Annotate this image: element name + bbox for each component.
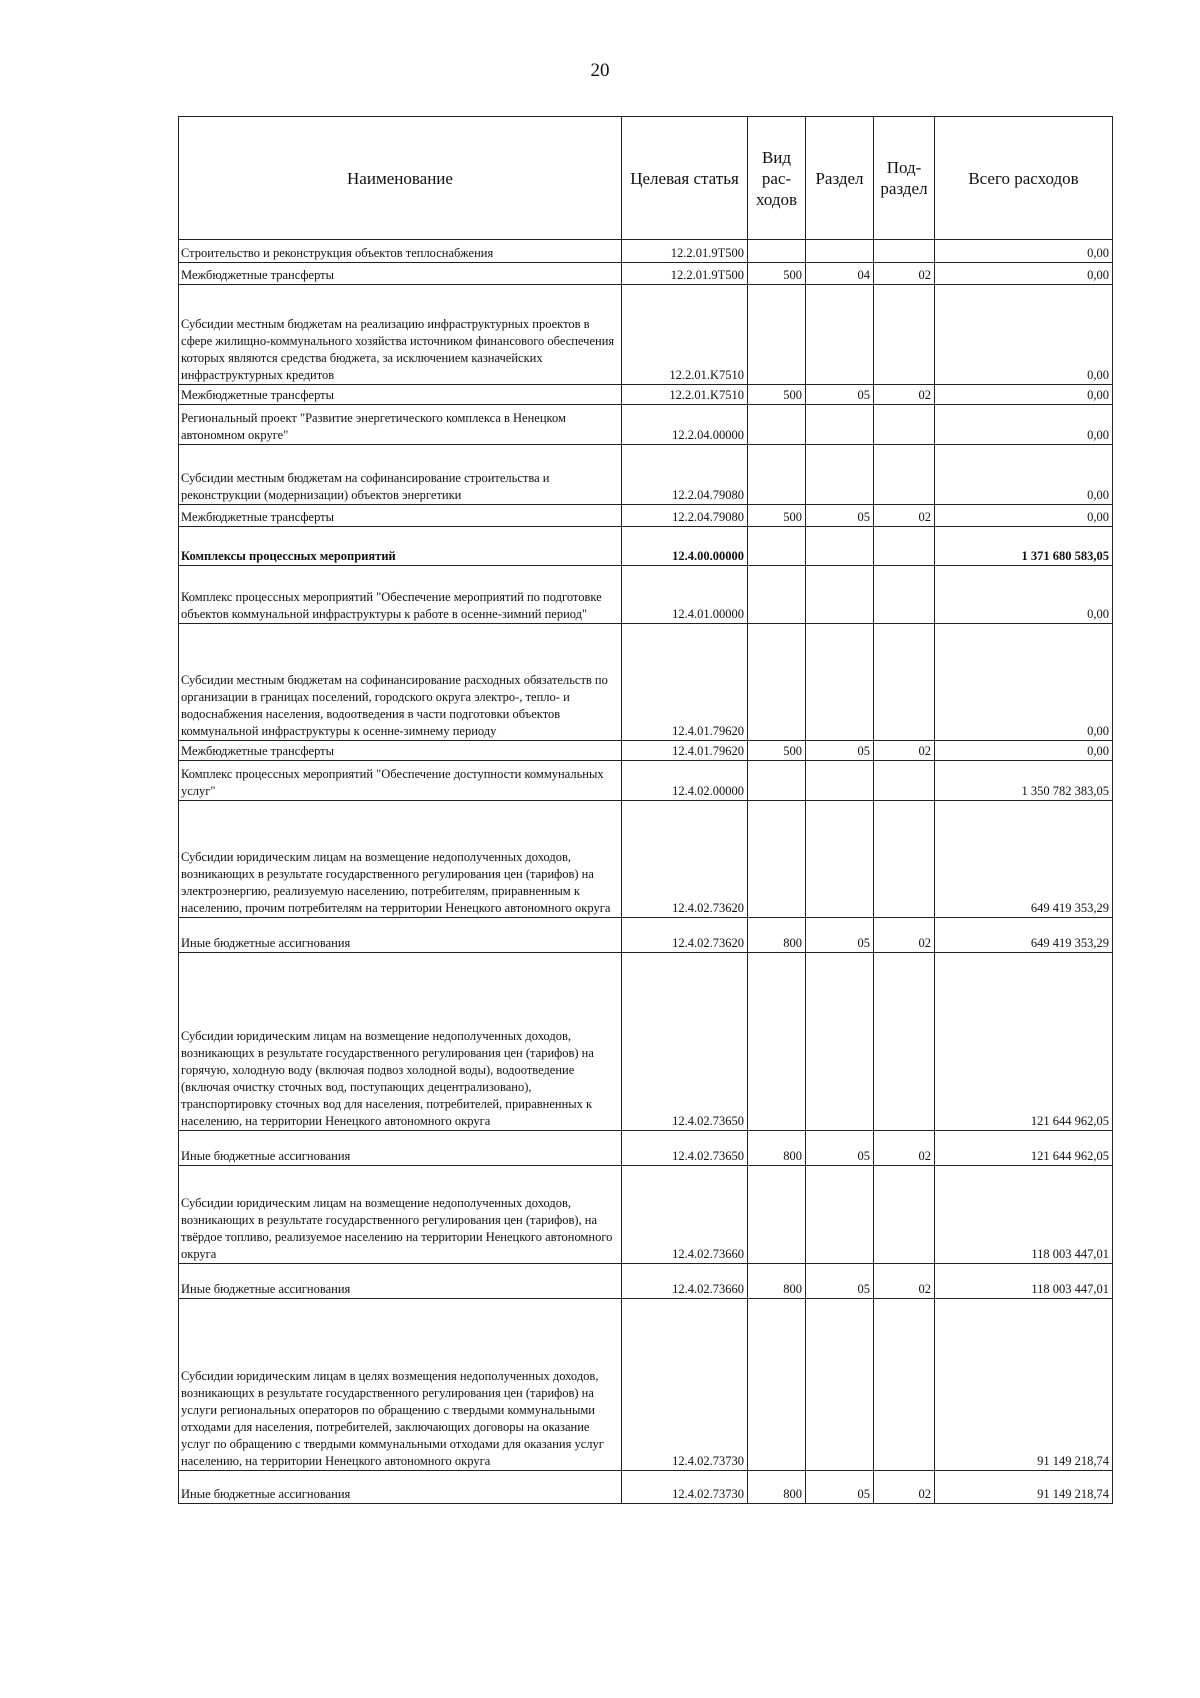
- table-row: [179, 953, 1113, 1131]
- row-total: 0,00: [935, 445, 1113, 505]
- row-kind: [748, 1166, 806, 1264]
- row-name: Субсидии юридическим лицам в целях возмещения недополученных доходов, возникающих в результате государственного регулирования цен (тарифов) на услуги региональных операторов по обращению с твердыми коммунальными отходами для населения, потребителей, заключающих договоры на оказание услуг по обращению с твердыми коммунальными отходами для оказания услуг населению, на территории Ненецкого автономного округа: [179, 1299, 622, 1471]
- row-name: Субсидии местным бюджетам на софинансирование строительства и реконструкции (модернизации) объектов энергетики: [179, 445, 622, 505]
- row-section: [806, 240, 874, 263]
- row-kind: 800: [748, 1264, 806, 1299]
- row-code: 12.4.02.73650: [622, 1131, 748, 1166]
- row-section: 05: [806, 385, 874, 405]
- row-section: [806, 405, 874, 445]
- row-code: 12.4.02.73730: [622, 1471, 748, 1504]
- row-code: 12.4.00.00000: [622, 527, 748, 566]
- row-code: 12.4.02.73620: [622, 801, 748, 918]
- row-section: [806, 953, 874, 1131]
- row-kind: [748, 801, 806, 918]
- row-name: Региональный проект "Развитие энергетического комплекса в Ненецком автономном округе": [179, 405, 622, 445]
- row-code: 12.2.01.9Т500: [622, 240, 748, 263]
- row-name: Субсидии юридическим лицам на возмещение недополученных доходов, возникающих в результате государственного регулирования цен (тарифов) на электроэнергию, реализуемую населению, потребителям, приравненным к населению, прочим потребителям на территории Ненецкого автономного округа: [179, 801, 622, 918]
- table-row: [179, 240, 1113, 263]
- row-code: 12.2.04.00000: [622, 405, 748, 445]
- row-section: [806, 445, 874, 505]
- row-name: Иные бюджетные ассигнования: [179, 918, 622, 953]
- row-subsection: [874, 1299, 935, 1471]
- row-subsection: 02: [874, 1131, 935, 1166]
- row-code: 12.4.02.73620: [622, 918, 748, 953]
- row-total: 121 644 962,05: [935, 953, 1113, 1131]
- row-code: 12.4.02.73660: [622, 1166, 748, 1264]
- row-code: 12.4.02.00000: [622, 761, 748, 801]
- row-subsection: [874, 624, 935, 741]
- header-subsection: Под-раздел: [874, 117, 935, 240]
- row-subsection: 02: [874, 1471, 935, 1504]
- table-row: [179, 761, 1113, 801]
- row-name: Субсидии юридическим лицам на возмещение недополученных доходов, возникающих в результате государственного регулирования цен (тарифов) на горячую, холодную воду (включая подвоз холодной воды), водоотведение (включая очистку сточных вод, поступающих децентрализовано), транспортировку сточных вод для населения, потребителей, приравненных к населению, на территории Ненецкого автономного округа: [179, 953, 622, 1131]
- row-subsection: 02: [874, 918, 935, 953]
- row-subsection: [874, 527, 935, 566]
- row-section: [806, 285, 874, 385]
- row-subsection: 02: [874, 1264, 935, 1299]
- row-subsection: [874, 953, 935, 1131]
- row-total: 0,00: [935, 741, 1113, 761]
- table-row: [179, 918, 1113, 953]
- table-row: [179, 1166, 1113, 1264]
- row-kind: 500: [748, 385, 806, 405]
- row-total: 649 419 353,29: [935, 801, 1113, 918]
- row-name: Иные бюджетные ассигнования: [179, 1131, 622, 1166]
- row-code: 12.4.01.79620: [622, 624, 748, 741]
- row-kind: [748, 624, 806, 741]
- row-subsection: [874, 566, 935, 624]
- row-name: Субсидии юридическим лицам на возмещение недополученных доходов, возникающих в результате государственного регулирования цен (тарифов), на твёрдое топливо, реализуемое населению на территории Ненецкого автономного округа: [179, 1166, 622, 1264]
- table-row: [179, 624, 1113, 741]
- row-total: 649 419 353,29: [935, 918, 1113, 953]
- row-kind: [748, 566, 806, 624]
- row-subsection: 02: [874, 385, 935, 405]
- row-section: 05: [806, 505, 874, 527]
- row-section: [806, 1166, 874, 1264]
- row-name: Межбюджетные трансферты: [179, 263, 622, 285]
- row-name: Иные бюджетные ассигнования: [179, 1471, 622, 1504]
- row-section: [806, 1299, 874, 1471]
- row-name: Субсидии местным бюджетам на софинансирование расходных обязательств по организации в границах поселений, городского округа электро-, тепло- и водоснабжения населения, водоотведения в части подготовки объектов коммунальной инфраструктуры к осенне-зимнему периоду: [179, 624, 622, 741]
- row-kind: [748, 527, 806, 566]
- header-target: Целевая статья: [622, 117, 748, 240]
- row-section: 05: [806, 1471, 874, 1504]
- row-name: Комплексы процессных мероприятий: [179, 527, 622, 566]
- row-total: 0,00: [935, 405, 1113, 445]
- row-subsection: [874, 445, 935, 505]
- header-name: Наименование: [179, 117, 622, 240]
- table-row: [179, 527, 1113, 566]
- row-name: Межбюджетные трансферты: [179, 741, 622, 761]
- table-row: [179, 566, 1113, 624]
- row-section: [806, 566, 874, 624]
- table-row: [179, 801, 1113, 918]
- table-row: [179, 1264, 1113, 1299]
- header-section: Раздел: [806, 117, 874, 240]
- row-code: 12.2.01.K7510: [622, 285, 748, 385]
- row-kind: [748, 953, 806, 1131]
- table-row: [179, 505, 1113, 527]
- row-section: [806, 761, 874, 801]
- row-total: 0,00: [935, 566, 1113, 624]
- row-total: 0,00: [935, 263, 1113, 285]
- row-subsection: [874, 801, 935, 918]
- table-row: [179, 1131, 1113, 1166]
- row-subsection: [874, 285, 935, 385]
- row-total: 1 350 782 383,05: [935, 761, 1113, 801]
- row-name: Иные бюджетные ассигнования: [179, 1264, 622, 1299]
- row-section: 05: [806, 918, 874, 953]
- row-code: 12.2.01.K7510: [622, 385, 748, 405]
- table-row: [179, 1471, 1113, 1504]
- row-section: [806, 527, 874, 566]
- row-subsection: 02: [874, 263, 935, 285]
- row-kind: [748, 761, 806, 801]
- table-row: [179, 285, 1113, 385]
- row-total: 1 371 680 583,05: [935, 527, 1113, 566]
- table-row: [179, 385, 1113, 405]
- row-section: 05: [806, 1131, 874, 1166]
- table-row: [179, 741, 1113, 761]
- row-name: Комплекс процессных мероприятий "Обеспечение мероприятий по подготовке объектов коммунальной инфраструктуры к работе в осенне-зимний период": [179, 566, 622, 624]
- row-total: 118 003 447,01: [935, 1166, 1113, 1264]
- row-code: 12.2.04.79080: [622, 445, 748, 505]
- row-total: 0,00: [935, 285, 1113, 385]
- row-name: Межбюджетные трансферты: [179, 505, 622, 527]
- row-code: 12.4.02.73650: [622, 953, 748, 1131]
- row-subsection: 02: [874, 505, 935, 527]
- row-code: 12.4.01.79620: [622, 741, 748, 761]
- row-kind: [748, 240, 806, 263]
- row-kind: [748, 1299, 806, 1471]
- table-header-row: [179, 117, 1113, 240]
- row-code: 12.2.01.9Т500: [622, 263, 748, 285]
- table-row: [179, 405, 1113, 445]
- row-code: 12.4.02.73660: [622, 1264, 748, 1299]
- row-kind: [748, 445, 806, 505]
- row-total: 0,00: [935, 385, 1113, 405]
- row-kind: 500: [748, 741, 806, 761]
- row-section: 05: [806, 1264, 874, 1299]
- row-total: 118 003 447,01: [935, 1264, 1113, 1299]
- row-subsection: [874, 1166, 935, 1264]
- row-section: 04: [806, 263, 874, 285]
- row-code: 12.2.04.79080: [622, 505, 748, 527]
- row-subsection: 02: [874, 741, 935, 761]
- header-total: Всего расходов: [935, 117, 1113, 240]
- row-total: 121 644 962,05: [935, 1131, 1113, 1166]
- header-kind: Вид рас-ходов: [748, 117, 806, 240]
- row-kind: 800: [748, 1471, 806, 1504]
- row-kind: [748, 405, 806, 445]
- budget-table: [178, 116, 1113, 1504]
- row-code: 12.4.01.00000: [622, 566, 748, 624]
- row-total: 91 149 218,74: [935, 1471, 1113, 1504]
- row-total: 0,00: [935, 505, 1113, 527]
- table-row: [179, 1299, 1113, 1471]
- row-kind: 800: [748, 918, 806, 953]
- row-kind: 500: [748, 263, 806, 285]
- row-code: 12.4.02.73730: [622, 1299, 748, 1471]
- row-section: 05: [806, 741, 874, 761]
- page-number: 20: [590, 60, 610, 81]
- row-name: Межбюджетные трансферты: [179, 385, 622, 405]
- row-total: 0,00: [935, 240, 1113, 263]
- row-subsection: [874, 240, 935, 263]
- row-section: [806, 801, 874, 918]
- row-subsection: [874, 761, 935, 801]
- row-section: [806, 624, 874, 741]
- table-row: [179, 263, 1113, 285]
- row-name: Комплекс процессных мероприятий "Обеспечение доступности коммунальных услуг": [179, 761, 622, 801]
- row-name: Субсидии местным бюджетам на реализацию инфраструктурных проектов в сфере жилищно-коммунального хозяйства источником финансового обеспечения которых являются средства бюджета, за исключением казначейских инфраструктурных кредитов: [179, 285, 622, 385]
- row-name: Строительство и реконструкция объектов теплоснабжения: [179, 240, 622, 263]
- row-kind: 800: [748, 1131, 806, 1166]
- row-total: 91 149 218,74: [935, 1299, 1113, 1471]
- row-kind: 500: [748, 505, 806, 527]
- table-row: [179, 445, 1113, 505]
- row-subsection: [874, 405, 935, 445]
- row-total: 0,00: [935, 624, 1113, 741]
- row-kind: [748, 285, 806, 385]
